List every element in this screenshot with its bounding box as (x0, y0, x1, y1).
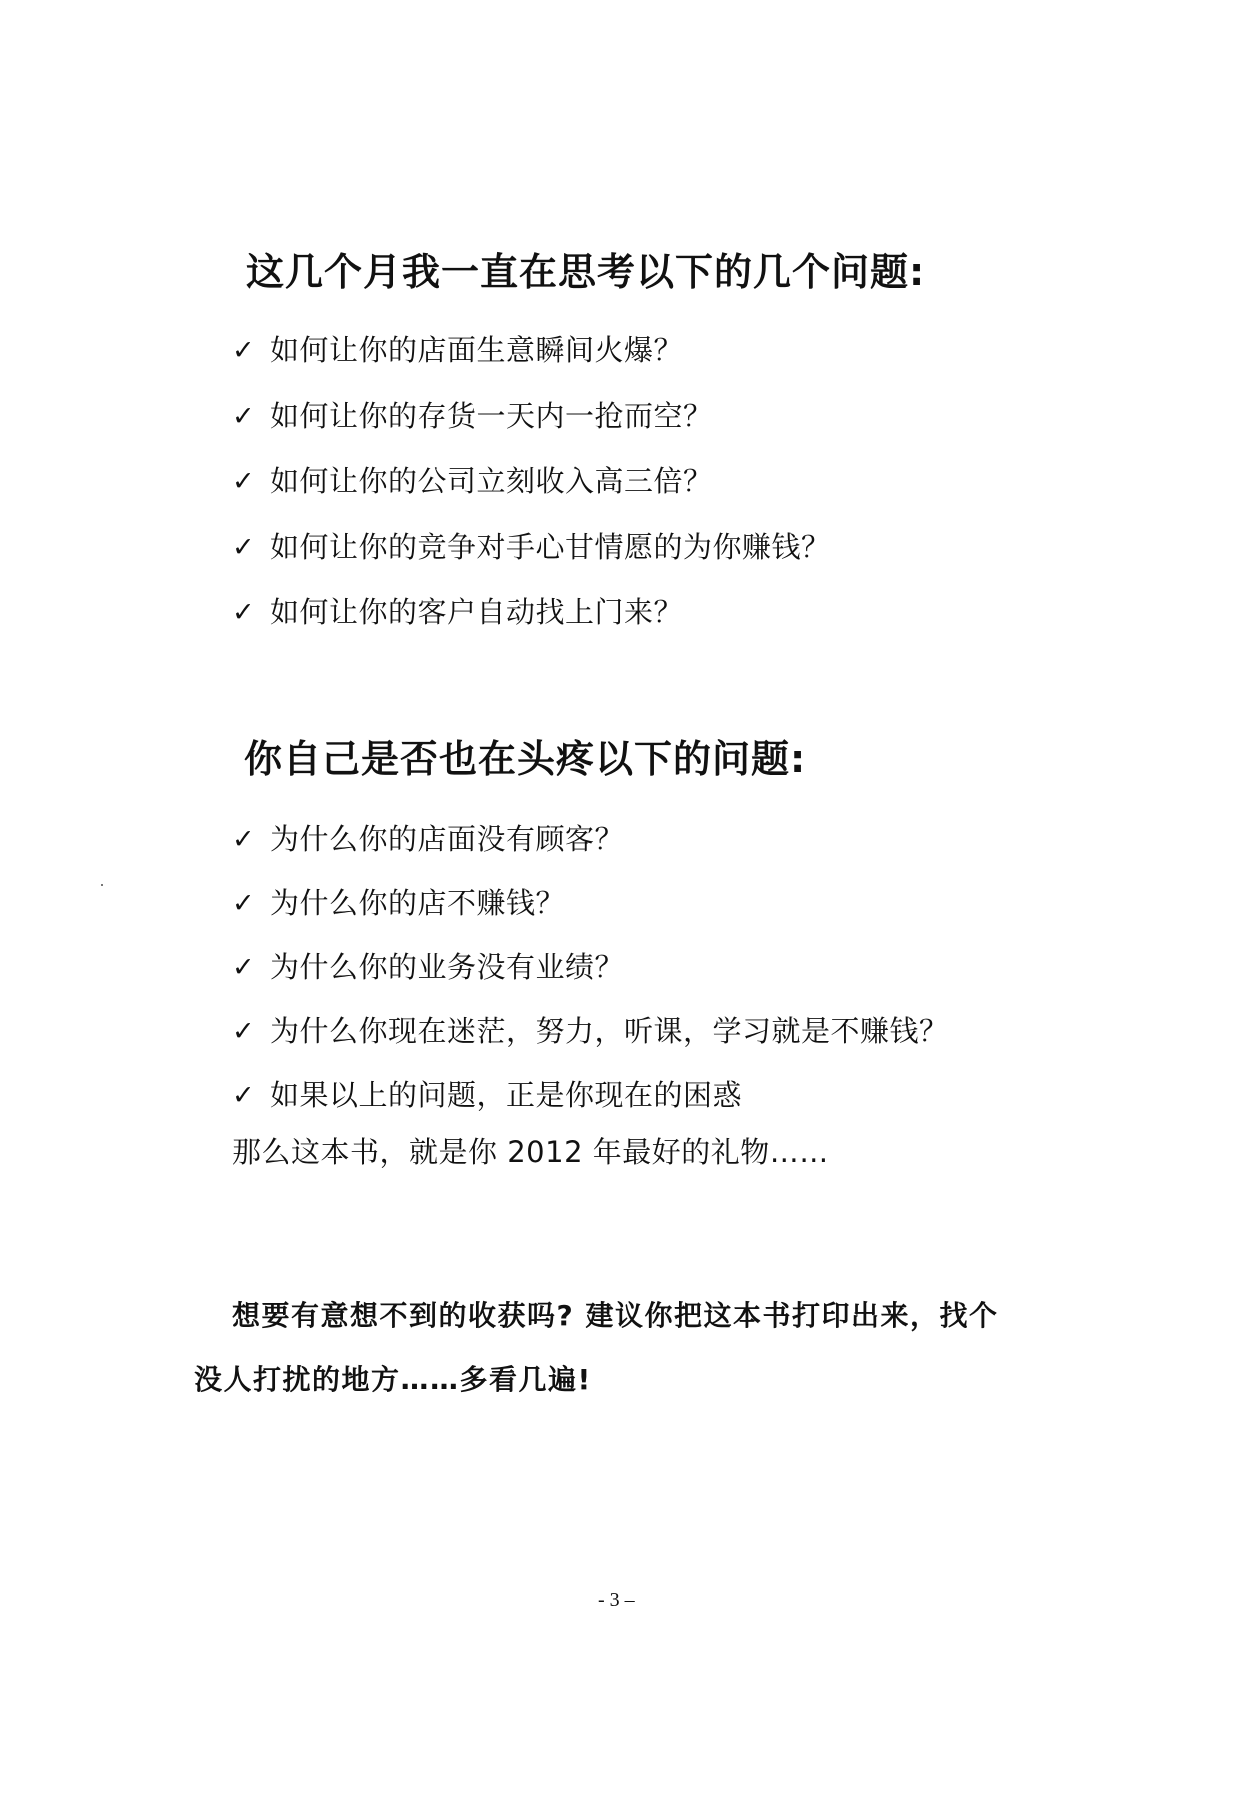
checkmark-icon: ✓ (232, 887, 255, 919)
page-number: - 3 – (598, 1589, 635, 1611)
section2-heading: 你自己是否也在头疼以下的问题: (244, 737, 807, 781)
scan-speck (101, 884, 103, 886)
list-item (232, 449, 831, 515)
list-item-text: 为什么你现在迷茫，努力，听课，学习就是不赚钱？ (270, 1013, 949, 1048)
call-to-action-line-1: 想要有意想不到的收获吗? 建议你把这本书打印出来，找个 (232, 1299, 999, 1332)
list-item (232, 580, 831, 646)
checkmark-icon: ✓ (232, 1015, 255, 1047)
section1-heading: 这几个月我一直在思考以下的几个问题: (246, 250, 926, 294)
checkmark-icon: ✓ (232, 1079, 255, 1111)
list-item (232, 871, 949, 935)
list-item (232, 999, 949, 1063)
checkmark-icon: ✓ (232, 597, 255, 629)
list-item (232, 318, 831, 384)
list-item-text: 如何让你的公司立刻收入高三倍？ (270, 464, 713, 499)
list-item-text: 为什么你的店面没有顾客？ (270, 821, 625, 856)
section2-question-list (232, 807, 949, 1127)
list-item-text: 如何让你的竞争对手心甘情愿的为你赚钱？ (270, 529, 831, 564)
list-item-text: 如何让你的存货一天内一抢而空？ (270, 398, 713, 433)
checkmark-icon: ✓ (232, 466, 255, 498)
list-item (232, 1063, 949, 1127)
checkmark-icon: ✓ (232, 335, 255, 367)
list-item-text: 为什么你的业务没有业绩？ (270, 949, 625, 984)
checkmark-icon: ✓ (232, 823, 255, 855)
list-item (232, 807, 949, 871)
list-item (232, 515, 831, 581)
list-item-text: 如果以上的问题，正是你现在的困惑 (270, 1077, 743, 1112)
conclusion-text: 那么这本书，就是你 2012 年最好的礼物…… (232, 1135, 829, 1169)
list-item (232, 935, 949, 999)
checkmark-icon: ✓ (232, 951, 255, 983)
list-item-text: 如何让你的店面生意瞬间火爆？ (270, 333, 684, 368)
checkmark-icon: ✓ (232, 400, 255, 432)
list-item (232, 384, 831, 450)
list-item-text: 如何让你的客户自动找上门来？ (270, 595, 684, 630)
checkmark-icon: ✓ (232, 531, 255, 563)
list-item-text: 为什么你的店不赚钱？ (270, 885, 566, 920)
section1-question-list (232, 318, 831, 646)
call-to-action-line-2: 没人打扰的地方……多看几遍! (194, 1363, 592, 1396)
